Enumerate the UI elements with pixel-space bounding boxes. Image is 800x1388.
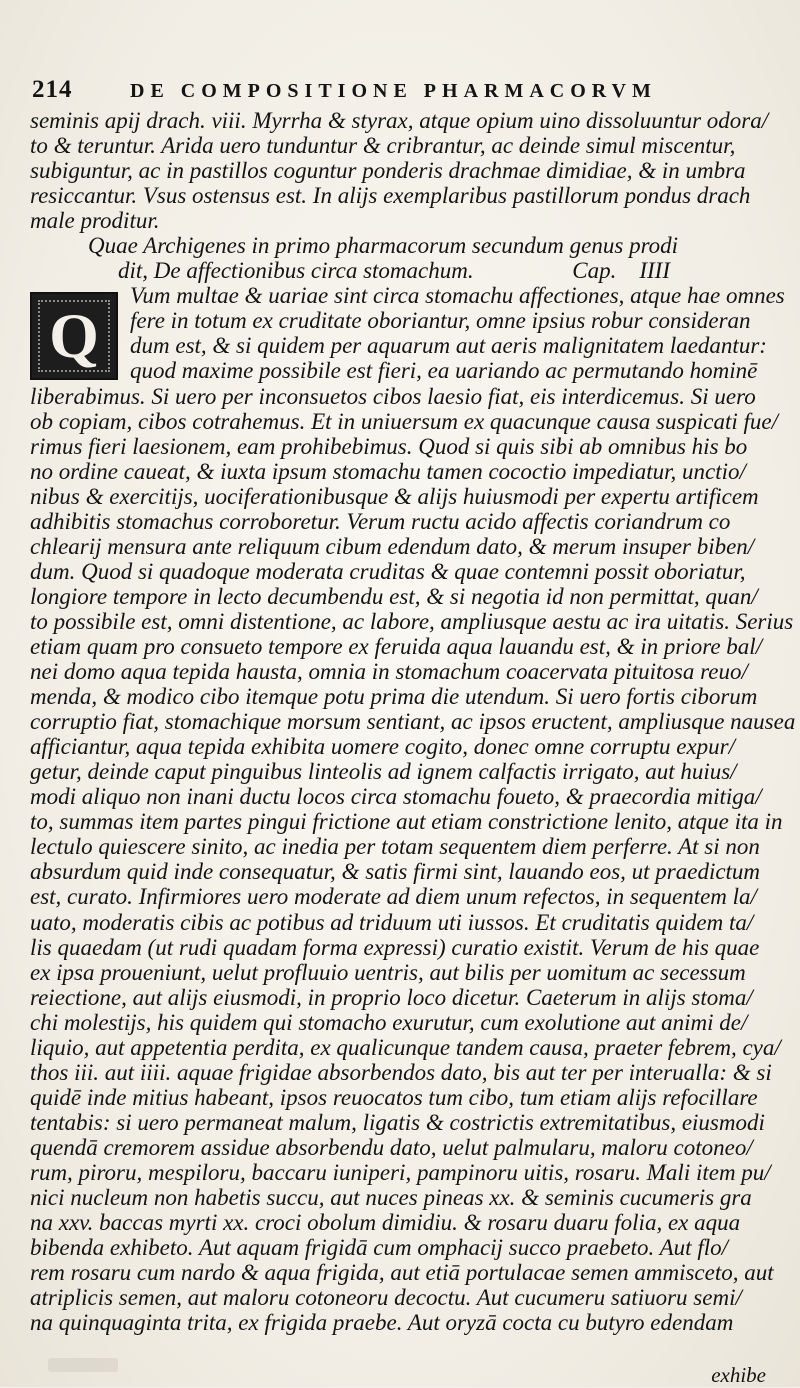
text-line: chlearij mensura ante reliquum cibum edendum dato, & merum insuper biben/ — [30, 533, 755, 559]
text-line: fere in totum ex cruditate oboriantur, omne ipsius robur consideran — [130, 308, 751, 334]
text-line: longiore tempore in lecto decumbendu est, & si negotia id non permittat, quan/ — [30, 583, 758, 609]
chapter-heading — [30, 233, 770, 283]
text-line: adhibitis stomachus corroboretur. Verum ructu acido affectis coriandrum co — [30, 508, 731, 534]
text-line: bibenda exhibeto. Aut aquam frigidā cum omphacij succo praebeto. Aut flo/ — [30, 1235, 728, 1261]
page-header — [32, 76, 772, 106]
text-line: resiccantur. Vsus ostensus est. In alijs exemplaribus pastillorum pondus drach — [30, 183, 751, 209]
text-line: Vum multae & uariae sint circa stomachu affectiones, atque hae omnes — [130, 283, 785, 309]
text-line: getur, deinde caput pinguibus linteolis ad ignem calfactis irrigato, aut huius/ — [30, 759, 737, 785]
chapter-heading-line — [30, 258, 770, 283]
chapter-number — [572, 258, 670, 283]
text-line: corruptio fiat, stomachique morsum sentiant, ac ipsos eructent, ampliusque nausea — [30, 709, 796, 735]
text-line: atriplicis semen, aut maloru cotoneoru decoctu. Aut cucumeru satiuoru semi/ — [30, 1285, 742, 1311]
text-line: dum est, & si quidem per aquarum aut aeris malignitatem laedantur: — [130, 333, 767, 359]
page-number: 214 — [32, 76, 73, 103]
text-line: modi aliquo non inani ductu locos circa stomachu foueto, & praecordia mitiga/ — [30, 784, 762, 810]
text-line: rum, piroru, mespiloru, baccaru iuniperi, pampinoru uitis, rosaru. Mali item pu/ — [30, 1159, 771, 1185]
text-line: nei domo aqua tepida hausta, omnia in stomachum coacervata pituitosa reuo/ — [30, 659, 748, 685]
text-line: seminis apij drach. viii. Myrrha & styrax, atque opium uino dissoluuntur odora/ — [30, 108, 769, 133]
chapter-heading-line: Quae Archigenes in primo pharmacorum secundum genus prodi — [88, 233, 679, 259]
text-line: est, curato. Infirmiores uero moderate ad diem unum refectos, in sequentem la/ — [30, 884, 757, 910]
text-line: quendā cremorem assidue absorbendu dato, uelut palmularu, maloru cotoneo/ — [30, 1134, 753, 1160]
paragraph-chapter — [30, 283, 796, 1336]
text-line: lectulo quiescere sinito, ac inedia per totam sequentem diem perferre. At si non — [30, 834, 760, 860]
text-line: liberabimus. Si uero per inconsuetos cibos laesio fiat, eis interdicemus. Si uero — [30, 383, 756, 409]
catchword: exhibe — [711, 1363, 766, 1387]
text-line: to & teruntur. Arida uero tunduntur & cribrantur, ac deinde simul miscentur, — [30, 133, 736, 159]
text-line: ob copiam, cibos cotrahemus. Et in uniuersum ex quacunque causa suspicati fue/ — [30, 408, 779, 434]
running-title: DE COMPOSITIONE PHARMACORVM — [130, 80, 657, 102]
text-line: uato, moderatis cibis ac potibus ad triduum uti iussos. Et cruditatis quidem ta/ — [30, 909, 754, 935]
text-line: subiguntur, ac in pastillos coguntur ponderis drachmae dimidiae, & in umbra — [30, 158, 746, 184]
text-line: tentabis: si uero permaneat malum, ligatis & costrictis extremitatibus, eiusmodi — [30, 1109, 765, 1135]
text-line: na xxv. baccas myrti xx. croci obolum dimidiu. & rosaru duaru folia, ex aqua — [30, 1210, 741, 1236]
initial-letter: Q — [49, 300, 99, 371]
text-line: liquio, aut appetentia perdita, ex qualicunque tandem causa, praeter febrem, cya/ — [30, 1034, 781, 1060]
text-line: quod maxime possibile est fieri, ea uariando ac permutando hominē — [130, 358, 758, 384]
text-line: reiectione, aut alijs eiusmodi, in proprio loco dicetur. Caeterum in alijs stoma/ — [30, 984, 753, 1010]
text-line: thos iii. aut iiii. aquae frigidae absorbendos dato, bis aut ter per interualla: & si — [30, 1059, 772, 1085]
body-lines — [30, 383, 796, 1336]
text-line: chi molestijs, his quidem qui stomacho exurutur, cum exolutione aut animi de/ — [30, 1009, 748, 1035]
main-text — [30, 108, 796, 1336]
text-line: nici nucleum non habetis succu, aut nuces pineas xx. & seminis cucumeris gra — [30, 1185, 752, 1211]
chapter-heading-text: dit, De affectionibus circa stomachum. — [118, 258, 474, 284]
text-line: no ordine caueat, & iuxta ipsum stomachu tamen cococtio impediatur, unctio/ — [30, 458, 746, 484]
text-line: afficiantur, aqua tepida exhibita uomere cogito, donec omne corruptu expur/ — [30, 734, 735, 760]
chapter-cap-label: Cap. — [572, 258, 617, 284]
text-line: lis quaedam (ut rudi quadam forma expressi) curatio existit. Verum de his quae — [30, 934, 760, 960]
text-line: dum. Quod si quadoque moderata cruditas & quae contemni possit oboriatur, — [30, 558, 746, 584]
text-line: etiam quam pro consueto tempore ex feruida aqua lauandu est, & in priore bal/ — [30, 633, 763, 659]
text-line: rem rosaru cum nardo & aqua frigida, aut etiā portulacae semen ammisceto, aut — [30, 1260, 774, 1286]
text-line: ex ipsa proueniunt, uelut profluuio uentris, aut bilis per uomitum ac secessum — [30, 959, 746, 985]
chapter-cap-number: IIII — [639, 258, 670, 284]
text-line: na quinquaginta trita, ex frigida praebe. Aut oryzā cocta cu butyro edendam — [30, 1310, 734, 1336]
text-line: male proditur. — [30, 208, 160, 234]
text-line: to, summas item partes pingui frictione aut etiam constrictione lenito, atque ita in — [30, 809, 783, 835]
text-line: quidē inde mitius habeant, ipsos reuocatos tum cibo, tum etiam alijs refocillare — [30, 1084, 758, 1110]
paragraph-top — [30, 108, 770, 233]
text-line: to possibile est, omni distentione, ac labore, ampliusque aestu ac ira uitatis. Serius — [30, 608, 794, 634]
ink-smudge — [48, 1358, 118, 1372]
text-line: rimus fieri laesionem, eam prohibebimus. Quod si quis sibi ab omnibus his bo — [30, 433, 748, 459]
text-line: menda, & modico cibo itemque potu prima die utendum. Si uero fortis ciborum — [30, 684, 758, 710]
text-line: absurdum quid inde consequatur, & satis firmi sint, lauando eos, ut praedictum — [30, 859, 761, 885]
text-line: nibus & exercitijs, uociferationibusque & alijs huiusmodi per expertu artificem — [30, 483, 759, 509]
